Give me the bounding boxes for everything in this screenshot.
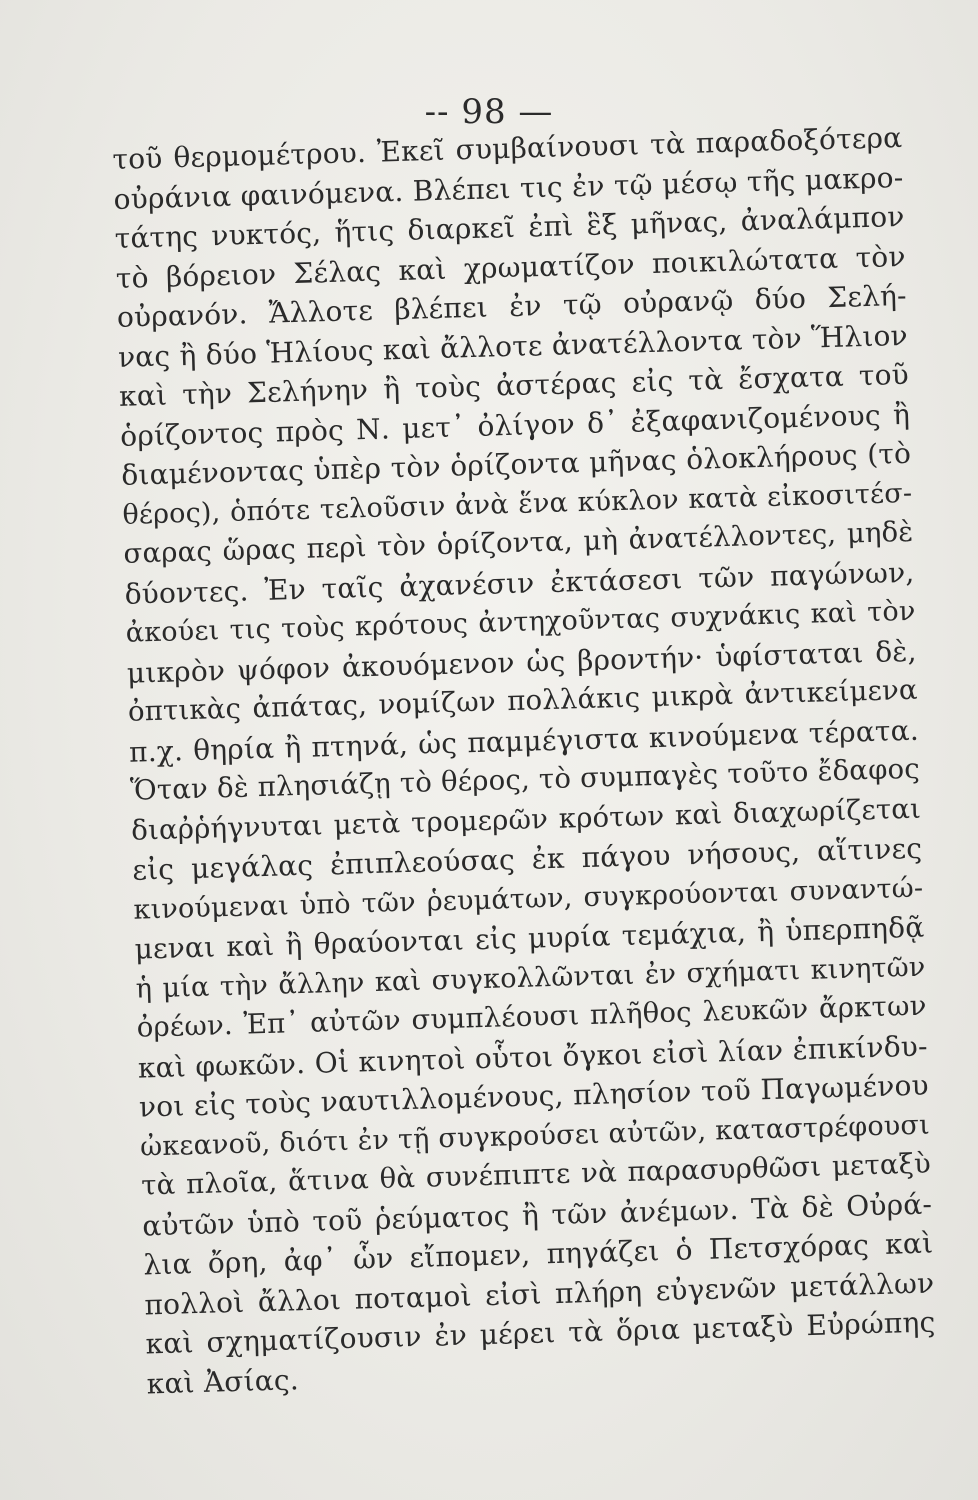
text-line: λια ὄρη, ἀφ᾽ ὧν εἴπομεν, πηγάζει ὁ Πετσχόρας καὶ (142, 1226, 934, 1282)
text-line: δύοντες. Ἐν ταῖς ἀχανέσιν ἐκτάσεσι τῶν παγώνων, (124, 555, 915, 611)
page-number: -- 98 — (424, 92, 554, 132)
text-line: θέρος), ὁπότε τελοῦσιν ἀνὰ ἕνα κύκλον κατὰ εἰκοσιτέσ- (122, 477, 913, 531)
text-line: ὀρέων. Ἐπ᾽ αὐτῶν συμπλέουσι πλῆθος λευκῶν ἄρκτων (136, 989, 927, 1044)
text-line: ἡ μία τὴν ἄλλην καὶ συγκολλῶνται ἐν σχήματι κινητῶν (135, 951, 926, 1005)
text-line: νας ἢ δύο Ἡλίους καὶ ἄλλοτε ἀνατέλλοντα τὸν Ἥλιον (117, 318, 909, 374)
text-line: πολλοὶ ἄλλοι ποταμοὶ εἰσὶ πλήρη εὐγενῶν μετάλλων (144, 1265, 935, 1322)
text-line: ἀκούει τις τοὺς κρότους ἀντηχοῦντας συχνάκις καὶ τὸν (125, 595, 916, 649)
text-line: νοι εἰς τοὺς ναυτιλλομένους, πλησίον τοῦ Παγωμένου (138, 1068, 930, 1124)
text-line: κινούμεναι ὑπὸ τῶν ῥευμάτων, συγκρούονται συναντώ- (133, 872, 924, 926)
text-line: μεναι καὶ ἢ θραύονται εἰς μυρία τεμάχια, ἢ ὑπερπηδᾷ (134, 910, 925, 966)
text-line: εἰς μεγάλας ἐπιπλεούσας ἐκ πάγου νήσους, αἵτινες (131, 831, 923, 887)
text-line: μικρὸν ψόφον ἀκουόμενον ὡς βροντήν· ὑφίσταται δὲ, (126, 634, 918, 690)
text-line: καὶ σχηματίζουσιν ἐν μέρει τὰ ὅρια μεταξὺ Εὐρώπης (145, 1305, 936, 1361)
text-line: οὐράνια φαινόμενα. Βλέπει τις ἐν τῷ μέσῳ τῆς μακρο- (113, 160, 904, 216)
text-line: ὀπτικὰς ἀπάτας, νομίζων πολλάκις μικρὰ ἀντικείμενα (127, 673, 919, 728)
body-text (112, 118, 937, 1404)
text-line: καὶ τὴν Σελήνην ἢ τοὺς ἀστέρας εἰς τὰ ἔσχατα τοῦ (118, 357, 910, 413)
text-line: ὁρίζοντος πρὸς Ν. μετ᾽ ὀλίγον δ᾽ ἐξαφανιζομένους ἢ (119, 397, 911, 453)
text-line: ὠκεανοῦ, διότι ἐν τῇ συγκρούσει αὐτῶν, καταστρέφουσι (139, 1109, 931, 1163)
text-line: τάτης νυκτός, ἥτις διαρκεῖ ἐπὶ ἓξ μῆνας, ἀναλάμπον (114, 199, 905, 255)
text-line: οὐρανόν. Ἄλλοτε βλέπει ἐν τῷ οὐρανῷ δύο Σελή- (116, 278, 908, 334)
text-line: διαμένοντας ὑπὲρ τὸν ὁρίζοντα μῆνας ὁλοκλήρους (τὸ (120, 436, 912, 492)
text-line-last: καὶ Ἀσίας. (146, 1362, 300, 1401)
text-line: καὶ φωκῶν. Οἱ κινητοὶ οὗτοι ὄγκοι εἰσὶ λίαν ἐπικίνδυ- (137, 1029, 929, 1085)
text-line: σαρας ὥρας περὶ τὸν ὁρίζοντα, μὴ ἀνατέλλοντες, μηδὲ (123, 515, 914, 570)
text-line: τὸ βόρειον Σέλας καὶ χρωματίζον ποικιλώτατα τὸν (115, 239, 907, 295)
text-line: Ὅταν δὲ πλησιάζῃ τὸ θέρος, τὸ συμπαγὲς τοῦτο ἔδαφος (129, 752, 921, 807)
text-line: τοῦ θερμομέτρου. Ἐκεῖ συμβαίνουσι τὰ παραδοξότερα (112, 120, 903, 176)
text-line: π.χ. θηρία ἢ πτηνά, ὡς παμμέγιστα κινούμενα τέρατα. (128, 713, 920, 769)
text-line: αὐτῶν ὑπὸ τοῦ ῥεύματος ἢ τῶν ἀνέμων. Τὰ δὲ Οὐρά- (141, 1187, 933, 1243)
text-line: τὰ πλοῖα, ἅτινα θὰ συνέπιπτε νὰ παρασυρθῶσι μεταξὺ (140, 1147, 932, 1202)
text-line: διαῤῥήγνυται μετὰ τρομερῶν κρότων καὶ διαχωρίζεται (130, 792, 922, 847)
